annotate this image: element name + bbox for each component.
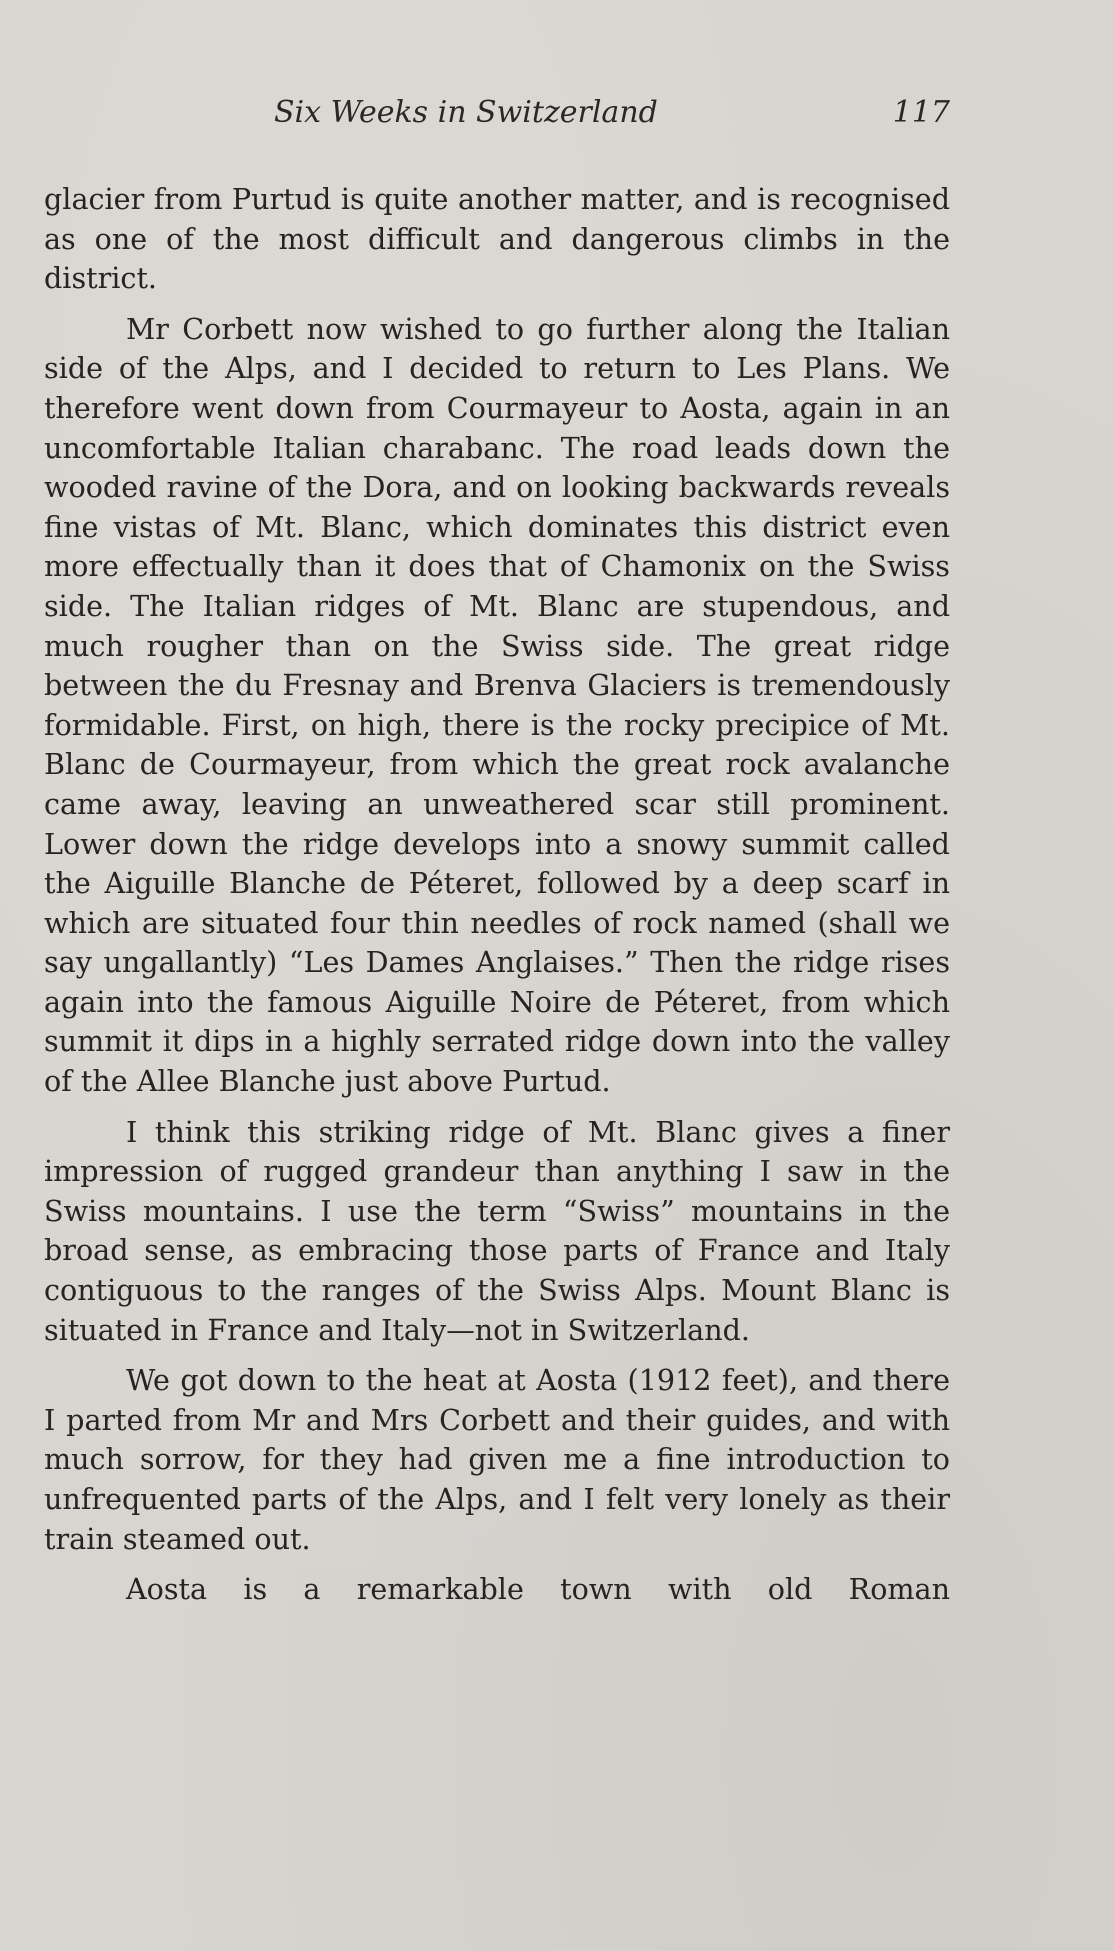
paragraph-last: Aosta is a remarkable town with old Roman (126, 1572, 950, 1607)
running-title: Six Weeks in Switzerland (274, 95, 658, 130)
paragraph: We got down to the heat at Aosta (1912 feet), and there I parted from Mr and Mrs Corbett and their guides, and with much sorrow, for they had given me a fine introduction to unfrequented parts of the Alps, and I felt very lonely as their train steamed out. (44, 1363, 950, 1556)
paragraph: Mr Corbett now wished to go further along the Italian side of the Alps, and I decided to return to Les Plans. We therefore went down from Courmayeur to Aosta, again in an uncomfortable Italian charabanc. The road leads down the wooded ravine of the Dora, and on looking backwards reveals fine vistas of Mt. Blanc, which dominates this district even more effectually than it does that of Chamonix on the Swiss side. The Italian ridges of Mt. Blanc are stupendous, and much rougher than on the Swiss side. The great ridge between the du Fresnay and Brenva Glaciers is tremendously formidable. First, on high, there is the rocky precipice of Mt. Blanc de Courmayeur, from which the great rock avalanche came away, leaving an unweathered scar still prominent. Lower down the ridge develops into a snowy summit called the Aiguille Blanche de Péteret, followed by a deep scarf in which are situated four thin needles of rock named (shall we say ungallantly) “Les Dames Anglaises.” Then the ridge rises again into the famous Aiguille Noire de Péteret, from which summit it dips in a highly serrated ridge down into the valley of the Allee Blanche just above Purtud. (44, 311, 950, 1099)
paragraph: I think this striking ridge of Mt. Blanc gives a finer impression of rugged grandeur than anything I saw in the Swiss mountains. I use the term “Swiss” mountains in the broad sense, as embracing those parts of France and Italy contiguous to the ranges of the Swiss Alps. Mount Blanc is situated in France and Italy—not in Switzerland. (44, 1114, 950, 1347)
body-text (44, 180, 950, 1610)
page-header (44, 95, 950, 135)
paragraph-continued: glacier from Purtud is quite another matter, and is recognised as one of the most difficult and dangerous climbs in the district. (44, 182, 950, 296)
page-number: 117 (892, 95, 950, 130)
